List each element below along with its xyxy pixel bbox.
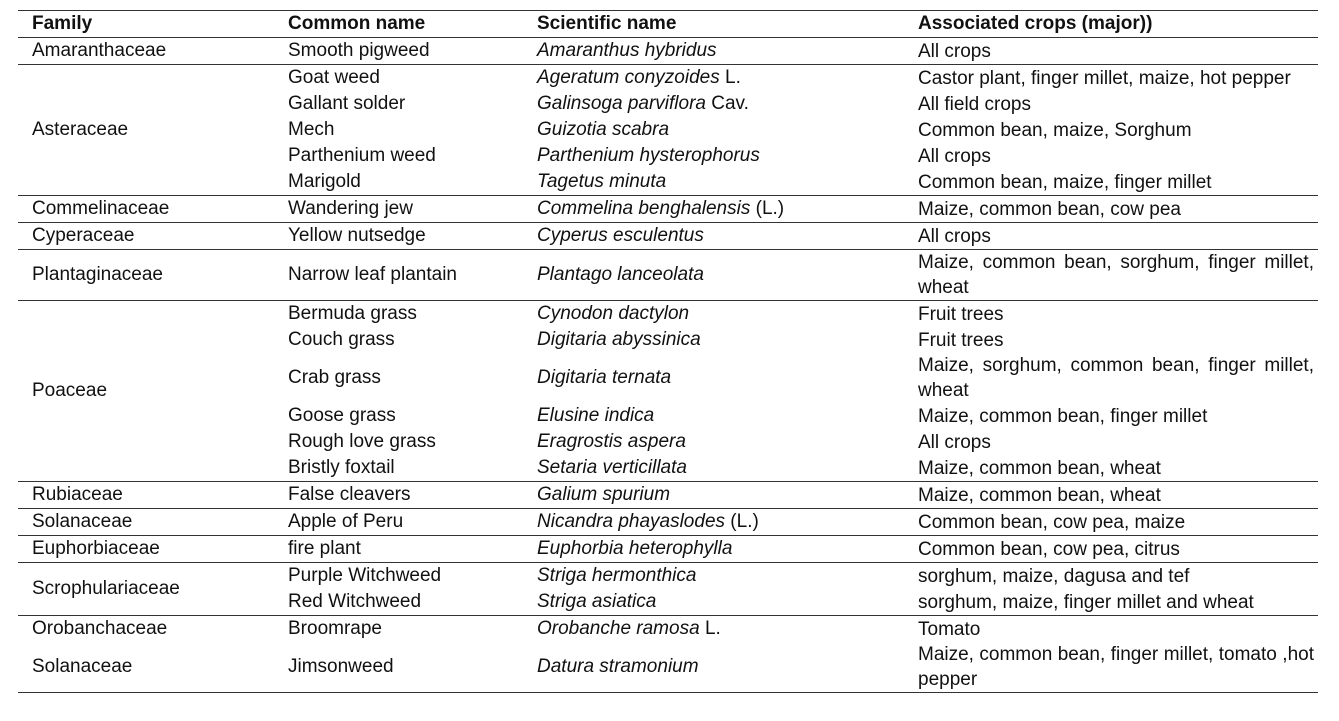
common-name-cell: Purple Witchweed <box>288 565 442 586</box>
scientific-name: Ageratum conyzoides <box>537 67 720 88</box>
family-cell: Commelinaceae <box>32 198 170 219</box>
family-group <box>18 482 1318 509</box>
table-row <box>18 482 1318 509</box>
family-group <box>18 563 1318 616</box>
family-group <box>18 196 1318 223</box>
scientific-name: Tagetus minuta <box>537 171 667 192</box>
associated-crops-cell: sorghum, maize, finger millet and wheat <box>918 591 1254 613</box>
common-name-cell: Couch grass <box>288 329 395 350</box>
common-name-cell: Red Witchweed <box>288 591 422 612</box>
scientific-name: Cyperus esculentus <box>537 225 704 246</box>
scientific-name: Galium spurium <box>537 484 671 505</box>
common-name-cell: Marigold <box>288 171 361 192</box>
family-cell: Plantaginaceae <box>32 264 163 285</box>
scientific-name-cell <box>523 509 904 536</box>
scientific-name: Elusine indica <box>537 405 655 426</box>
header-row <box>18 11 1318 38</box>
common-name-cell: Mech <box>288 119 335 140</box>
scientific-name: Digitaria ternata <box>537 367 672 388</box>
scientific-name-cell <box>523 455 904 482</box>
common-name-cell: fire plant <box>288 538 361 559</box>
scientific-name-cell <box>523 117 904 143</box>
scientific-name-cell <box>523 38 904 65</box>
scientific-name-cell <box>523 91 904 117</box>
scientific-name-cell <box>523 196 904 223</box>
scientific-name: Datura stramonium <box>537 656 699 677</box>
family-group <box>18 509 1318 536</box>
scientific-name-cell <box>523 536 904 563</box>
associated-crops-cell: Maize, common bean, sorghum, finger millet, wheat <box>918 252 1314 298</box>
author-abbreviation: (L.) <box>755 198 785 219</box>
common-name-cell: Bristly foxtail <box>288 457 395 478</box>
associated-crops-cell: All crops <box>918 431 991 453</box>
scientific-name-cell <box>523 327 904 353</box>
associated-crops-cell: All field crops <box>918 93 1031 115</box>
scientific-name-cell <box>523 563 904 590</box>
table-row <box>18 301 1318 328</box>
family-cell: Solanaceae <box>32 511 133 532</box>
associated-crops-cell: All crops <box>918 145 991 167</box>
table-row <box>18 223 1318 250</box>
common-name-cell: Yellow nutsedge <box>288 225 426 246</box>
table-row <box>18 196 1318 223</box>
family-cell: Scrophulariaceae <box>32 578 180 599</box>
associated-crops-cell: Common bean, cow pea, citrus <box>918 538 1180 560</box>
table-row <box>18 563 1318 590</box>
scientific-name-cell <box>523 353 904 403</box>
family-cell: Amaranthaceae <box>32 40 167 61</box>
associated-crops-cell: Tomato <box>918 618 981 640</box>
common-name-cell: Smooth pigweed <box>288 40 430 61</box>
family-cell: Euphorbiaceae <box>32 538 160 559</box>
author-abbreviation: Cav. <box>711 93 749 114</box>
scientific-name: Parthenium hysterophorus <box>537 145 760 166</box>
scientific-name: Guizotia scabra <box>537 119 670 140</box>
common-name-cell: Apple of Peru <box>288 511 404 532</box>
family-group <box>18 642 1318 693</box>
scientific-name: Amaranthus hybridus <box>537 40 717 61</box>
common-name-cell: Goose grass <box>288 405 396 426</box>
scientific-name-cell <box>523 250 904 301</box>
header-scientific-name: Scientific name <box>523 11 904 38</box>
family-cell: Asteraceae <box>32 119 129 140</box>
author-abbreviation: L. <box>704 618 721 639</box>
scientific-name-cell <box>523 616 904 643</box>
common-name-cell: Rough love grass <box>288 431 436 452</box>
associated-crops-cell: Common bean, maize, Sorghum <box>918 119 1192 141</box>
common-name-cell: Gallant solder <box>288 93 406 114</box>
header-common-name: Common name <box>274 11 523 38</box>
table-row <box>18 536 1318 563</box>
associated-crops-cell: sorghum, maize, dagusa and tef <box>918 565 1190 587</box>
scientific-name-cell <box>523 223 904 250</box>
header-associated-crops: Associated crops (major)) <box>904 11 1318 38</box>
scientific-name-cell <box>523 429 904 455</box>
scientific-name: Digitaria abyssinica <box>537 329 701 350</box>
scientific-name-cell <box>523 403 904 429</box>
scientific-name: Plantago lanceolata <box>537 264 704 285</box>
associated-crops-cell: Common bean, cow pea, maize <box>918 511 1186 533</box>
associated-crops-cell: Fruit trees <box>918 303 1004 325</box>
common-name-cell: Narrow leaf plantain <box>288 264 457 285</box>
family-group <box>18 223 1318 250</box>
common-name-cell: Broomrape <box>288 618 382 639</box>
associated-crops-cell: Common bean, maize, finger millet <box>918 171 1212 193</box>
associated-crops-cell: Maize, common bean, wheat <box>918 484 1161 506</box>
family-group <box>18 250 1318 301</box>
family-group <box>18 536 1318 563</box>
table-row <box>18 616 1318 643</box>
scientific-name-cell <box>523 143 904 169</box>
table-header <box>18 11 1318 38</box>
scientific-name: Orobanche ramosa <box>537 618 700 639</box>
common-name-cell: Goat weed <box>288 67 380 88</box>
table-row <box>18 642 1318 693</box>
scientific-name-cell <box>523 301 904 328</box>
scientific-name: Setaria verticillata <box>537 457 687 478</box>
common-name-cell: False cleavers <box>288 484 411 505</box>
family-group <box>18 38 1318 65</box>
table-row <box>18 509 1318 536</box>
table-row <box>18 65 1318 92</box>
family-cell: Cyperaceae <box>32 225 135 246</box>
common-name-cell: Jimsonweed <box>288 656 394 677</box>
scientific-name-cell <box>523 589 904 616</box>
scientific-name: Euphorbia heterophylla <box>537 538 733 559</box>
author-abbreviation: (L.) <box>730 511 759 532</box>
common-name-cell: Parthenium weed <box>288 145 436 166</box>
scientific-name: Striga asiatica <box>537 591 657 612</box>
common-name-cell: Bermuda grass <box>288 303 417 324</box>
scientific-name: Nicandra phayaslodes <box>537 511 726 532</box>
scientific-name: Galinsoga parviflora <box>537 93 706 114</box>
author-abbreviation: L. <box>725 67 741 88</box>
family-cell: Rubiaceae <box>32 484 123 505</box>
associated-crops-cell: Fruit trees <box>918 329 1004 351</box>
associated-crops-cell: Maize, common bean, cow pea <box>918 198 1181 220</box>
associated-crops-cell: Maize, sorghum, common bean, finger millet, wheat <box>918 355 1314 401</box>
family-group <box>18 616 1318 643</box>
scientific-name-cell <box>523 642 904 693</box>
table-row <box>18 250 1318 301</box>
associated-crops-cell: Maize, common bean, finger millet, tomato ,hot pepper <box>918 644 1314 690</box>
scientific-name-cell <box>523 169 904 196</box>
scientific-name: Eragrostis aspera <box>537 431 686 452</box>
associated-crops-cell: All crops <box>918 225 991 247</box>
scientific-name: Striga hermonthica <box>537 565 697 586</box>
scientific-name: Commelina benghalensis <box>537 198 751 219</box>
table-row <box>18 38 1318 65</box>
scientific-name-cell <box>523 65 904 92</box>
associated-crops-cell: Castor plant, finger millet, maize, hot pepper <box>918 67 1291 89</box>
family-cell: Solanaceae <box>32 656 133 677</box>
family-cell: Orobanchaceae <box>32 618 168 639</box>
associated-crops-cell: All crops <box>918 40 991 62</box>
common-name-cell: Wandering jew <box>288 198 413 219</box>
scientific-name: Cynodon dactylon <box>537 303 690 324</box>
family-group <box>18 65 1318 196</box>
weed-species-table <box>18 10 1318 693</box>
associated-crops-cell: Maize, common bean, wheat <box>918 457 1161 479</box>
family-cell: Poaceae <box>32 380 108 401</box>
family-group <box>18 301 1318 482</box>
associated-crops-cell: Maize, common bean, finger millet <box>918 405 1208 427</box>
header-family: Family <box>18 11 274 38</box>
scientific-name-cell <box>523 482 904 509</box>
common-name-cell: Crab grass <box>288 367 381 388</box>
